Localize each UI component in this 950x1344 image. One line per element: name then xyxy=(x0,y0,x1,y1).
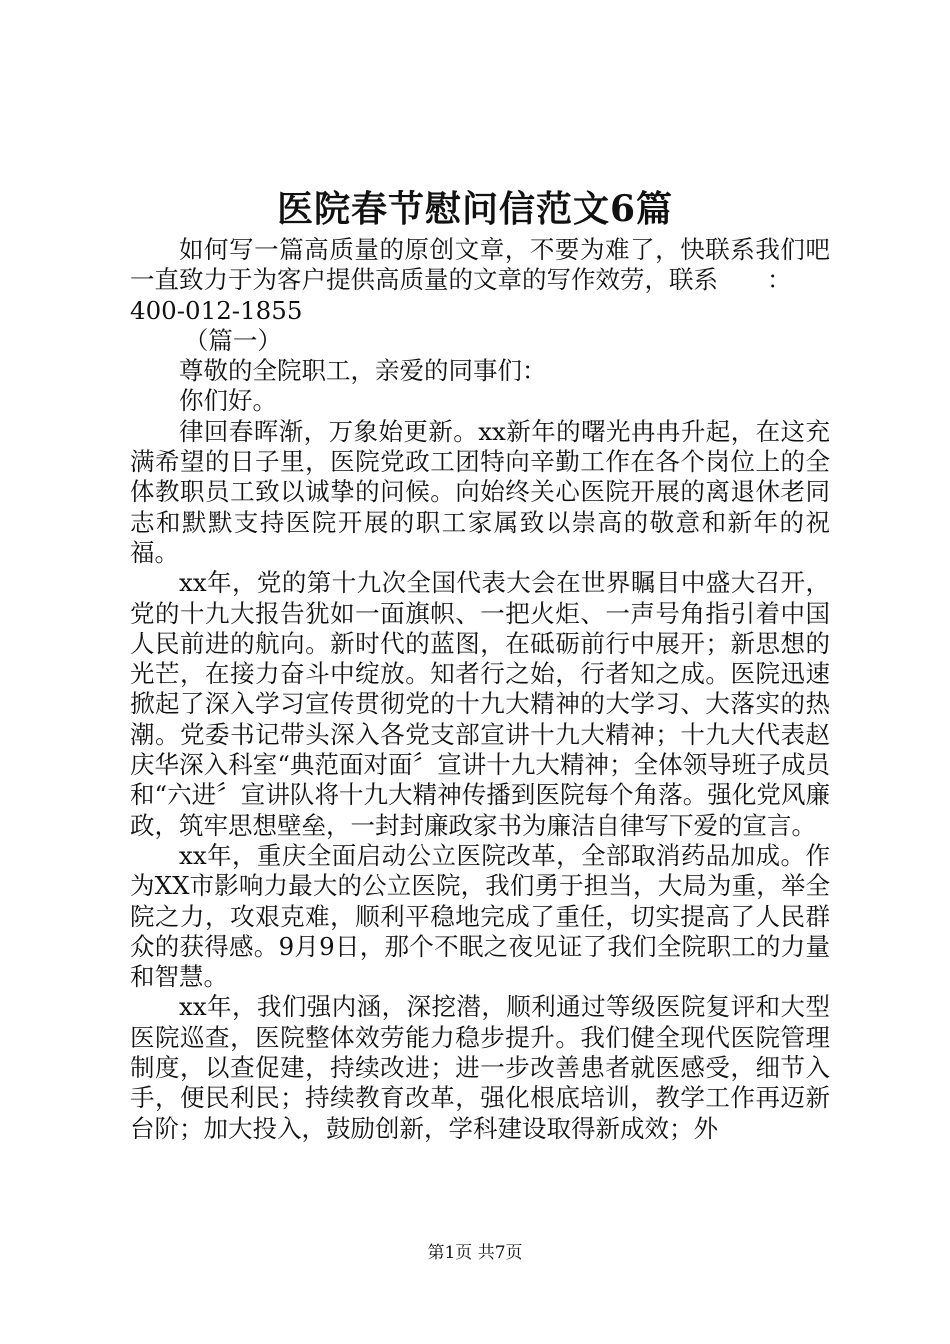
page-footer: 第1页 共7页 xyxy=(427,1243,523,1263)
body-paragraph: xx年，党的第十九次全国代表大会在世界瞩目中盛大召开，党的十九大报告犹如一面旗帜、一把火炬、一声号角指引着中国人民前进的航向。新时代的蓝图，在砥砺前行中展开；新思想的光芒，在接力奋斗中绽放。知者行之始，行者知之成。医院迅速掀起了深入学习宣传贯彻党的十九大精神的大学习、大落实的热潮。党委书记带头深入各党支部宣讲十九大精神；十九大代表赵庆华深入科室“典范面对面〞宣讲十九大精神；全体领导班子成员和“六进〞宣讲队将十九大精神传播到医院每个角落。强化党风廉政，筑牢思想壁垒，一封封廉政家书为廉洁自律写下爱的宣言。 xyxy=(130,568,830,840)
greeting: 你们好。 xyxy=(179,386,277,416)
salutation: 尊敬的全院职工，亲爱的同事们： xyxy=(179,356,547,386)
section-label: （篇一） xyxy=(183,325,282,355)
document-body xyxy=(130,235,830,1144)
body-paragraph: 律回春晖渐，万象始更新。xx新年的曙光冉冉升起，在这充满希望的日子里，医院党政工团特向辛勤工作在各个岗位上的全体教职员工致以诚挚的问候。向始终关心医院开展的离退休老同志和默默支持医院开展的职工家属致以崇高的敬意和新年的祝福。 xyxy=(130,416,830,567)
contact-phone: 400-012-1855 xyxy=(130,295,303,325)
body-paragraph: xx年，重庆全面启动公立医院改革，全部取消药品加成。作为XX市影响力最大的公立医院，我们勇于担当，大局为重，举全院之力，攻艰克难，顺利平稳地完成了重任，切实提高了人民群众的获得感。9月9日，那个不眠之夜见证了我们全院职工的力量和智慧。 xyxy=(130,840,830,992)
body-paragraph: xx年，我们强内涵，深挖潜，顺利通过等级医院复评和大型医院巡查，医院整体效劳能力稳步提升。我们健全现代医院管理制度，以查促建，持续改进；进一步改善患者就医感受，细节入手，便民利民；持续教育改革，强化根底培训，教学工作再迈新台阶；加大投入，鼓励创新，学科建设取得新成效；外 xyxy=(130,992,830,1143)
intro-paragraph: 如何写一篇高质量的原创文章，不要为难了，快联系我们吧一直致力于为客户提供高质量的文章的写作效劳，联系 ： xyxy=(130,235,830,295)
document-title: 医院春节慰问信范文6篇 xyxy=(276,188,674,230)
